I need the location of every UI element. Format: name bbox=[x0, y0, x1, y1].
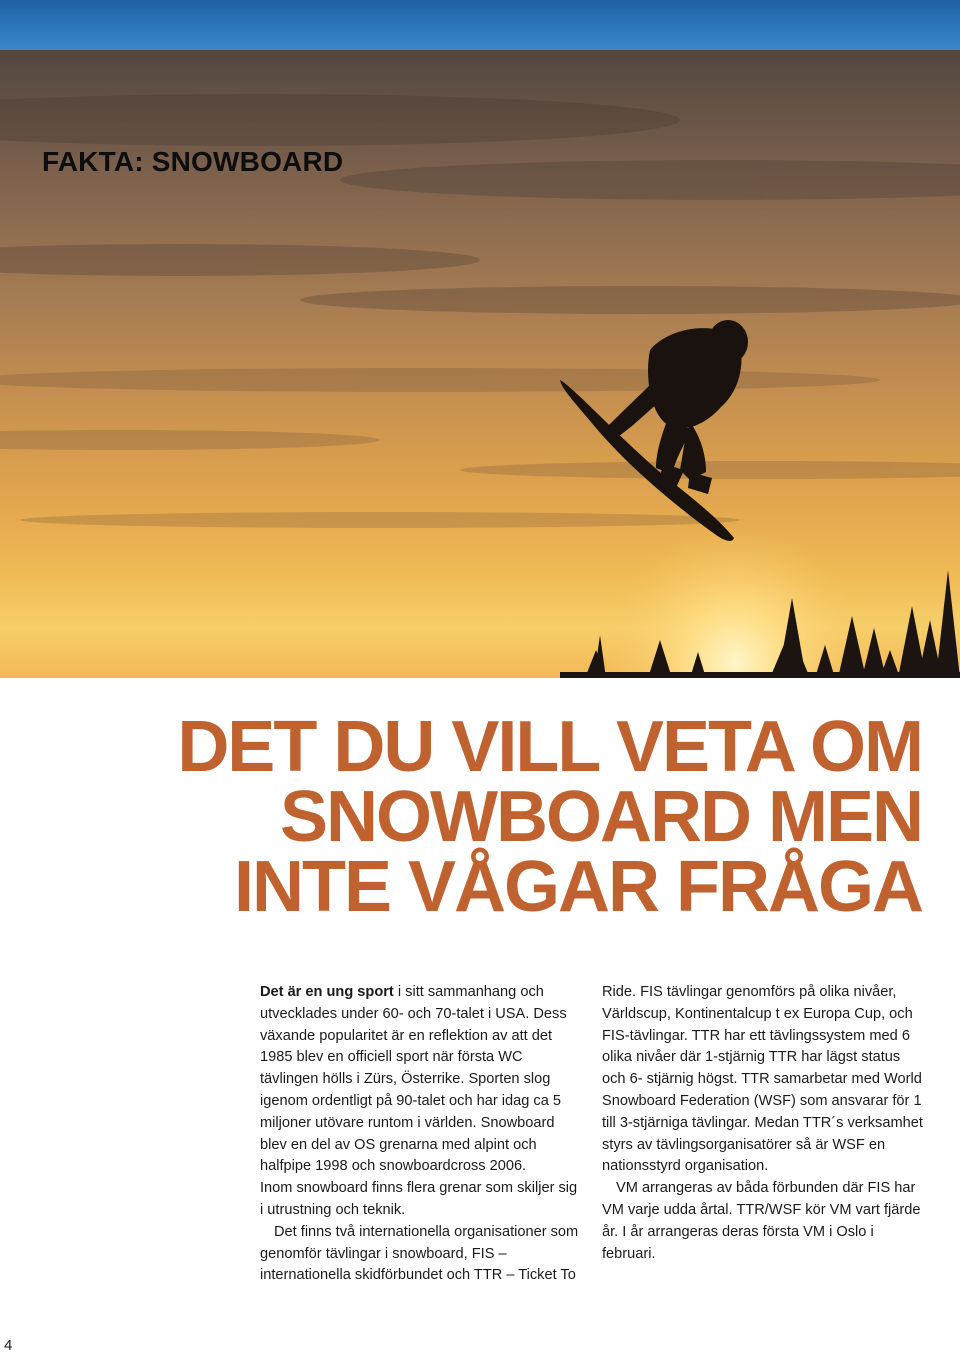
snowboarder-silhouette bbox=[560, 320, 748, 541]
lead-in: Det är en ung sport bbox=[260, 984, 394, 1000]
text-column-right bbox=[602, 982, 924, 1265]
headline-line-2: SNOWBOARD MEN bbox=[280, 777, 922, 857]
paragraph-4-placeholder: Ride. FIS tävlingar genomförs på olika nivåer, Världscup, Kontinentalcup t ex Europa Cup, och FIS-tävlingar. TTR har ett tävlingssystem med 6 olika nivåer där 1-stjärnig TTR har lägst status och 6- stjärnig högst. TTR samarbetar med World Snowboard Federation (WSF) som ansvarar för 1 till 3-stjärniga tävlingar. Medan TTR´s verksamhet styrs av tävlingsorganisatörer så är WSF en nationsstyrd organisation. bbox=[602, 984, 923, 1175]
photo-illustration bbox=[0, 50, 960, 678]
section-label: FAKTA: SNOWBOARD bbox=[42, 146, 344, 177]
body-paragraph-3: Det finns två internationella organisationer som genomför tävlingar i snowboard, FIS – internationella skidförbundet och TTR – Ticket To bbox=[260, 1223, 579, 1284]
body-paragraph-1 bbox=[260, 982, 582, 1178]
body-paragraph-4-continued bbox=[602, 982, 924, 1178]
paragraph-1-text: i sitt sammanhang och utvecklades under 60- och 70-talet i USA. Dess växande popularitet är en reflektion av att det 1985 blev en officiell sport när första WC tävlingen hölls i Zürs, Österrike. Sporten slog igenom ordentligt på 90-talet och har idag ca 5 miljoner utövare runtom i världen. Snowboard blev en del av OS grenarna med alpint och halfpipe 1998 och snowboardcross 2006. bbox=[260, 984, 567, 1175]
body-paragraph-4: VM arrangeras av båda förbunden där FIS har VM varje udda årtal. TTR/WSF kör VM vart fjärde år. I år arrangeras deras första VM i Oslo i februari. bbox=[602, 1180, 921, 1262]
top-color-bar bbox=[0, 0, 960, 50]
text-column-left bbox=[260, 982, 582, 1287]
page-number: 4 bbox=[4, 1337, 13, 1354]
headline bbox=[40, 707, 922, 927]
headline-line-1: DET DU VILL VETA OM bbox=[177, 707, 922, 787]
body-paragraph-2: Inom snowboard finns flera grenar som skiljer sig i utrustning och teknik. bbox=[260, 1180, 578, 1218]
headline-line-3: INTE VÅGAR FRÅGA bbox=[234, 847, 922, 927]
snowboarder-sunset-photo bbox=[0, 50, 960, 678]
